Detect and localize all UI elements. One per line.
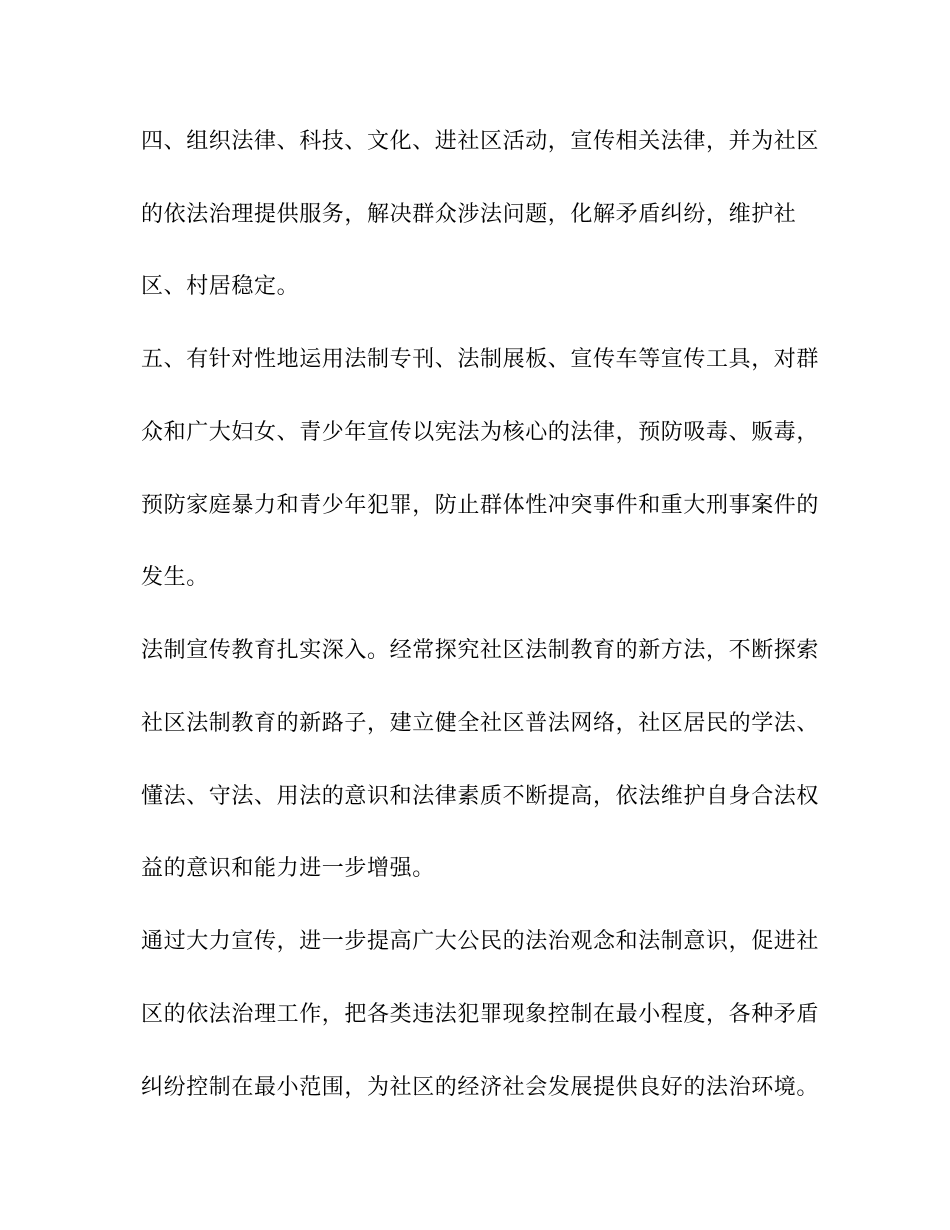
text-line: 通过大力宣传，进一步提高广大公民的法治观念和法制意识，促进社 <box>141 929 820 954</box>
text-line: 区、村居稳定。 <box>141 274 300 299</box>
text-line: 五、有针对性地运用法制专刊、法制展板、宣传车等宣传工具，对群 <box>141 347 820 372</box>
text-line: 众和广大妇女、青少年宣传以宪法为核心的法律，预防吸毒、贩毒， <box>141 420 820 445</box>
text-line: 社区法制教育的新路子，建立健全社区普法网络，社区居民的学法、 <box>141 711 820 736</box>
text-line: 预防家庭暴力和青少年犯罪，防止群体性冲突事件和重大刑事案件的 <box>141 493 820 518</box>
text-line: 懂法、守法、用法的意识和法律素质不断提高，依法维护自身合法权 <box>141 784 820 809</box>
text-line: 的依法治理提供服务，解决群众涉法问题，化解矛盾纠纷，维护社 <box>141 202 797 227</box>
text-line: 发生。 <box>141 565 209 590</box>
text-line: 益的意识和能力进一步增强。 <box>141 856 435 881</box>
text-line: 纠纷控制在最小范围，为社区的经济社会发展提供良好的法治环境。 <box>141 1075 820 1100</box>
text-line: 四、组织法律、科技、文化、进社区活动，宣传相关法律，并为社区 <box>141 129 820 154</box>
text-line: 区的依法治理工作，把各类违法犯罪现象控制在最小程度，各种矛盾 <box>141 1002 820 1027</box>
text-line: 法制宣传教育扎实深入。经常探究社区法制教育的新方法，不断探索 <box>141 638 820 663</box>
